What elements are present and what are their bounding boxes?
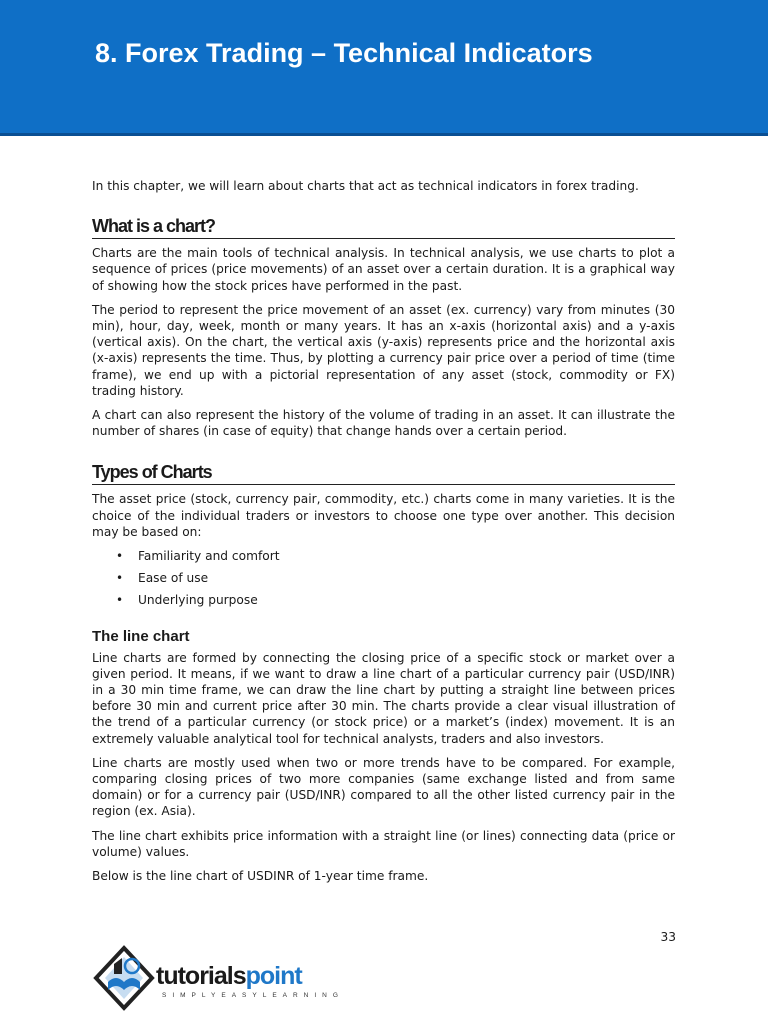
list-item: • Ease of use bbox=[92, 570, 675, 586]
section-heading-types-of-charts: Types of Charts bbox=[92, 461, 675, 485]
paragraph: The line chart exhibits price information with a straight line (or lines) connecting data (price or volume) values. bbox=[92, 828, 675, 859]
paragraph: Below is the line chart of USDINR of 1-year time frame. bbox=[92, 869, 429, 884]
chapter-title: 8. Forex Trading – Technical Indicators bbox=[95, 38, 593, 68]
paragraph: Line charts are mostly used when two or more trends have to be compared. For example, comparing closing prices of two more companies (same exchange listed and from same domain) or for a currency pair (USD/INR) compared to all the other listed currency pair in the region (ex. Asia). bbox=[92, 755, 675, 819]
paragraph: The period to represent the price movement of an asset (ex. currency) vary from minutes (30 min), hour, day, week, month or many years. It has an x-axis (horizontal axis) and a y-axis (vertical axis). On the chart, the vertical axis (y-axis) represents price and the horizontal axis (x-axis) represents the time. Thus, by plotting a currency pair price over a period of time (time frame), we end up with a pictorial representation of any asset (stock, commodity or FX) trading history. bbox=[92, 302, 675, 398]
section-heading-what-is-a-chart: What is a chart? bbox=[92, 215, 675, 239]
paragraph: Line charts are formed by connecting the closing price of a specific stock or market over a given period. It means, if we want to draw a line chart of a particular currency pair (USD/INR) in a 30 min time frame, we can draw the line chart by putting a straight line between prices before 30 min and current price after 30 min. The charts provide a clear visual illustration of the trend of a particular currency (or stock price) or a market’s (index) movement. It is an extremely valuable analytical tool for technical analysts, traders and also investors. bbox=[92, 650, 675, 746]
logo-wordmark: tutorialspoint bbox=[156, 962, 302, 990]
paragraph: The asset price (stock, currency pair, commodity, etc.) charts come in many varieties. It is the choice of the individual traders or investors to choose one type over another. This decision may be based on: bbox=[92, 492, 675, 539]
page-number: 33 bbox=[660, 930, 676, 944]
book-globe-icon bbox=[92, 944, 156, 1016]
subsection-heading-line-chart: The line chart bbox=[92, 627, 190, 645]
list-item: • Familiarity and comfort bbox=[92, 548, 675, 564]
tutorialspoint-logo bbox=[92, 944, 344, 1016]
paragraph: Charts are the main tools of technical analysis. In technical analysis, we use charts to plot a sequence of prices (price movements) of an asset over a certain duration. It is a graphical way of showing how the stock prices have performed in the past. bbox=[92, 246, 675, 293]
page-content bbox=[92, 178, 675, 892]
chapter-banner bbox=[0, 0, 768, 136]
logo-tagline: SIMPLYEASYLEARNING bbox=[162, 992, 344, 999]
list-item: • Underlying purpose bbox=[92, 592, 675, 608]
bullet-list bbox=[92, 548, 675, 609]
intro-paragraph: In this chapter, we will learn about charts that act as technical indicators in forex trading. bbox=[92, 179, 639, 193]
paragraph: A chart can also represent the history of the volume of trading in an asset. It can illustrate the number of shares (in case of equity) that change hands over a certain period. bbox=[92, 408, 675, 439]
